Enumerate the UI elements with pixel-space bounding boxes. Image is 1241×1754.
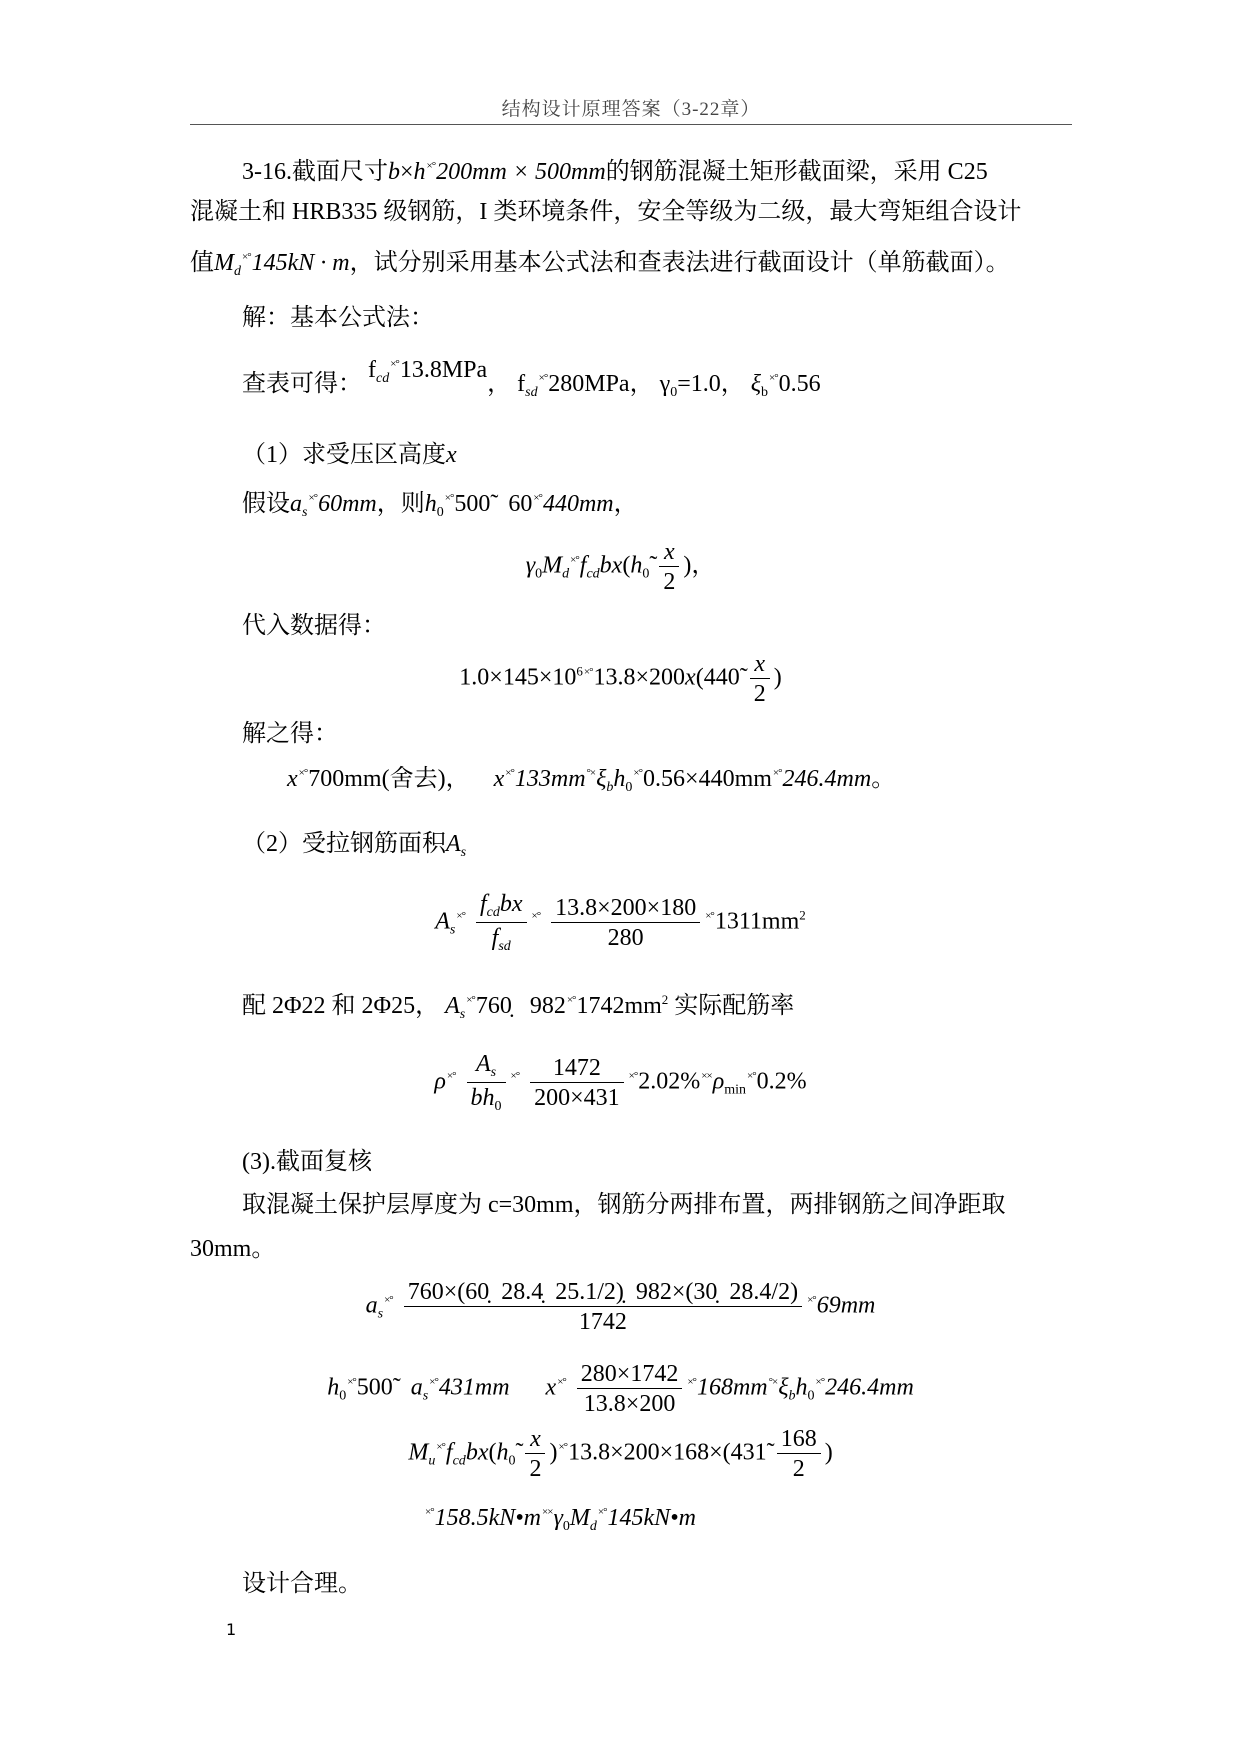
rebar-760: 760 xyxy=(475,993,512,1019)
problem-value-label: 值 xyxy=(190,250,214,276)
problem-moment: 145kN · m xyxy=(251,250,350,276)
conclusion: 设计合理。 xyxy=(242,1571,362,1597)
assume-prefix: 假设 xyxy=(242,491,290,517)
rho-value: 2.02% xyxy=(638,1068,701,1095)
assume-as: 60mm xyxy=(318,491,377,517)
solution-intro: 解：基本公式法： xyxy=(242,305,434,331)
gamma0-value: =1.0， xyxy=(677,371,745,397)
substitute-label: 代入数据得： xyxy=(242,613,386,639)
equation-as2: $a_s^{\times^\circ}$ $\frac{760\times(60̣ 28.4̣ 25.1/2)̣ 982\times(30̣ 28.4/2)}{1742}$ ×°69mm xyxy=(365,1279,876,1335)
problem-line3-suffix: ，试分别采用基本公式法和查表法进行截面设计（单筋截面）。 xyxy=(349,250,1010,276)
step1-title-text: （1）求受压区高度 xyxy=(242,442,446,468)
problem-line-1: 3-16.截面尺寸b×h×°200mm × 500mm的钢筋混凝土矩形截面梁，采用 C25 xyxy=(242,159,988,185)
mu-fraction-2 xyxy=(777,1427,821,1481)
table-values-line: 查表可得： $f_{cd}^{\times^\circ}13.8MPa$， $f_{sd}^{\times^\circ}280MPa$， $\gamma_0=1.0$， $\xi_b^{\times^\circ}0.56$ xyxy=(242,357,821,400)
x-den: 13.8×200 xyxy=(583,1391,676,1417)
equation-mu: $M_u^{\times^\circ}f_{cd}bx(h_0̃$ $\frac{x}{2}$ )×°13.8×200×168×(431̃ $\frac{168}{2}$ ) xyxy=(408,1426,833,1482)
mu-result: 158.5kN•m xyxy=(434,1505,542,1531)
cover-text-2: 30mm。 xyxy=(190,1236,276,1262)
assume-h0-result: 440mm xyxy=(542,491,614,517)
eq2-fraction: $\frac{x}{2}$ xyxy=(750,652,770,706)
equation-1: $\gamma_0M_d^{\times^\circ}f_{cd}bx(h_0̃$ $\frac{x}{2}$ )， xyxy=(525,539,716,595)
problem-suffix: 的钢筋混凝土矩形截面梁，采用 C25 xyxy=(605,159,988,185)
rebar-982: 982 xyxy=(529,993,566,1019)
problem-dims: 200mm × 500mm xyxy=(436,159,606,185)
rebar-total: 1742mm xyxy=(576,993,662,1019)
assume-then: ，则 xyxy=(376,491,425,517)
step2-title: （2）受拉钢筋面积$A_s$ xyxy=(242,831,467,860)
eq1-tail: ， xyxy=(691,552,716,579)
as-fraction-1: $\frac{f_{cd}bx}{f_{sd}}$ xyxy=(476,892,527,954)
x-fraction xyxy=(577,1362,683,1416)
rho-fraction-2 xyxy=(530,1056,624,1110)
x-result: 168mm xyxy=(696,1374,768,1401)
solve-label: 解之得： xyxy=(242,721,338,747)
page-header: 结构设计原理答案（3-22章） xyxy=(501,99,761,120)
as2-num-c: 25.1/2) xyxy=(555,1279,624,1305)
mu-fraction-1: $\frac{x}{2}$ xyxy=(525,1427,545,1481)
as-num: 13.8×200×180 xyxy=(551,896,700,923)
x-num: 280×1742 xyxy=(577,1362,683,1389)
sol-x2: 133mm xyxy=(514,766,586,792)
equation-h0-x: $h_0^{\times^\circ}500̃$ $a_s^{\times^\circ}431mm$ x×° $\frac{280\times 1742}{13.8\times 200}$ $^{\times^\circ}168mm^{^\circ\times}\xi_bh_0^{\times^\circ}246.4mm$ xyxy=(327,1361,914,1417)
mu-right: 13.8×200×168×(431 xyxy=(568,1439,767,1466)
fcd-value: 13.8MPa xyxy=(399,357,488,383)
sol-result: 246.4mm xyxy=(782,766,872,792)
solution-line: x×°700mm(舍去)， $x^{\times^\circ}133mm^{^\circ\times}\xi_bh_0^{\times^\circ}0.56\times 440mm^{\times^\circ}246.4mm$。 xyxy=(287,766,896,795)
as-den: 280 xyxy=(607,925,644,951)
eq2-exp: 6 xyxy=(576,663,583,679)
step3-title: (3).截面复核 xyxy=(242,1149,372,1175)
x-limit: 246.4mm xyxy=(825,1374,914,1401)
rho-fraction-1: $\frac{A_s}{bh_0}$ xyxy=(467,1052,506,1114)
as2-num-d: 982×(30 xyxy=(635,1279,718,1305)
equation-2: $1.0\times 145\times 10^{6\times^\circ}13.8\times 200x(440̃$ $\frac{x}{2}$ ) xyxy=(459,651,782,707)
cover-text: 取混凝土保护层厚度为 c=30mm，钢筋分两排布置，两排钢筋之间净距取 xyxy=(242,1192,1006,1218)
eq2-left: 1.0×145×10 xyxy=(459,664,577,691)
as2-num-a: 760×(60 xyxy=(407,1279,490,1305)
sol-x1: 700mm(舍去)， xyxy=(308,766,470,792)
rho-min-value: 0.2% xyxy=(756,1068,807,1095)
problem-prefix: 3-16.截面尺寸 xyxy=(242,159,388,185)
fsd-value: 280MPa xyxy=(548,371,630,397)
step1-title: （1）求受压区高度x xyxy=(242,442,457,468)
problem-line-2: 混凝土和 HRB335 级钢筋，I 类环境条件，安全等级为二级，最大弯矩组合设计 xyxy=(190,199,1022,225)
as-fraction-2 xyxy=(551,896,700,950)
h0-result: 431mm xyxy=(438,1374,510,1401)
mu-168: 168 xyxy=(777,1427,821,1454)
sol-xi: 0.56×440mm xyxy=(643,766,772,792)
as2-num-e: 28.4/2) xyxy=(729,1279,799,1305)
table-prefix: 查表可得： xyxy=(242,371,362,397)
eq1-fraction: $\frac{x}{2}$ xyxy=(659,540,679,594)
as2-fraction: $\frac{760\times(60̣ 28.4̣ 25.1/2)̣ 982\times(30̣ 28.4/2)}{1742}$ xyxy=(404,1280,802,1334)
as-result: 1311mm xyxy=(714,908,800,935)
step2-title-text: （2）受拉钢筋面积 xyxy=(242,831,446,857)
rebar-suffix: 实际配筋率 xyxy=(674,993,795,1019)
assume-line: 假设$a_s^{\times^\circ}60mm$，则$h_0^{\times^\circ}500̃$ 60×°440mm， xyxy=(242,491,638,520)
rho-den: 200×431 xyxy=(534,1085,620,1111)
assume-60: 60 xyxy=(508,491,533,517)
h0-500: 500 xyxy=(356,1374,393,1401)
equation-rho: ρ×° $\frac{A_s}{bh_0}$ ×° $\frac{1472}{200\times 431}$ $^{\times^\circ}2.02\%^{\times\times}\rho_{min}^{\times^\circ}0.2\%$ xyxy=(434,1051,807,1114)
problem-line-3: 值$M_d^{\times^\circ}145kN \cdot m$，试分别采用基本公式法和查表法进行截面设计（单筋截面）。 xyxy=(190,250,1010,279)
as2-result: 69mm xyxy=(816,1292,876,1319)
md-result: 145kN•m xyxy=(607,1505,696,1531)
equation-mu-result: $^{\times^\circ}158.5kN•m^{\times\times}\gamma_0M_d^{\times^\circ}145kN•m$ xyxy=(425,1505,696,1534)
rho-num: 1472 xyxy=(530,1056,624,1083)
page-number: 1 xyxy=(226,1620,237,1639)
mu-2: 2 xyxy=(792,1456,805,1482)
as2-den: 1742 xyxy=(578,1309,627,1335)
eq2-right: 13.8×200 xyxy=(593,664,686,691)
header-rule xyxy=(190,124,1072,125)
rebar-line: 配 2Φ22 和 2Φ25， $A_s^{\times^\circ}760̣$ $982^{\times^\circ}1742mm^2$ 实际配筋率 xyxy=(242,992,795,1022)
rebar-prefix: 配 2Φ22 和 2Φ25， xyxy=(242,993,440,1019)
equation-as: $A_s^{\times^\circ}$ $\frac{f_{cd}bx}{f_{sd}}$ ×° $\frac{13.8\times 200\times 180}{280}$ $^{\times^\circ}1311mm^2$ xyxy=(435,891,806,954)
sol-end: 。 xyxy=(871,766,896,792)
xib-value: 0.56 xyxy=(778,371,821,397)
eq2-440: 440 xyxy=(703,664,740,691)
assume-h0: 500 xyxy=(454,491,491,517)
as2-num-b: 28.4 xyxy=(501,1279,544,1305)
